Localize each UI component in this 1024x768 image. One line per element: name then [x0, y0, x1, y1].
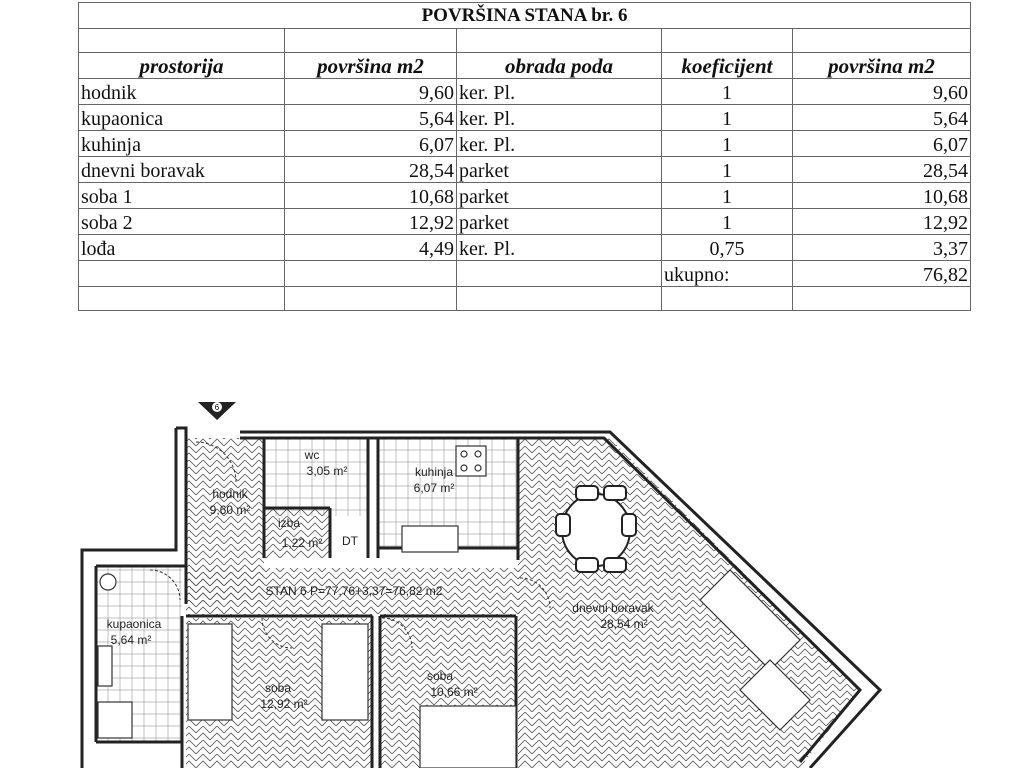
marker-number: 6 [214, 403, 220, 412]
hodnik-area: 9,60 m² [209, 503, 251, 517]
table-row [79, 183, 971, 209]
soba-mid-area: 10,66 m² [430, 685, 478, 699]
total-value: 76,82 [793, 261, 971, 287]
dt-label: DT [342, 534, 358, 548]
room-cell: dnevni boravak [79, 157, 285, 183]
area-table [78, 2, 971, 311]
net-area-cell: 5,64 [793, 105, 971, 131]
soba-left-area: 12,92 m² [260, 697, 308, 711]
apartment-marker [198, 402, 236, 420]
table-total-row [79, 261, 971, 287]
soba-left-name: soba [264, 681, 292, 695]
table-row [79, 209, 971, 235]
net-area-cell: 9,60 [793, 79, 971, 105]
wc-name: wc [304, 448, 320, 462]
area-cell: 9,60 [285, 79, 457, 105]
room-cell: kupaonica [79, 105, 285, 131]
room-cell: soba 2 [79, 209, 285, 235]
net-area-cell: 3,37 [793, 235, 971, 261]
stan-label: STAN 6 P=77,76+3,37=76,82 m2 [265, 584, 443, 598]
area-cell: 5,64 [285, 105, 457, 131]
net-area-cell: 28,54 [793, 157, 971, 183]
hodnik-name: hodnik [212, 487, 248, 501]
table-row [79, 157, 971, 183]
dnevni-floor [518, 438, 860, 768]
coef-cell: 1 [662, 131, 793, 157]
dnevni-name: dnevni boravak [572, 601, 654, 615]
floor-cell: ker. Pl. [457, 235, 662, 261]
coef-cell: 1 [662, 105, 793, 131]
total-label: ukupno: [662, 261, 793, 287]
header-prostorija: prostorija [79, 53, 285, 79]
table-row [79, 105, 971, 131]
header-povrsina-net: površina m2 [793, 53, 971, 79]
kupaonica-name: kupaonica [106, 617, 162, 631]
table-row [79, 131, 971, 157]
room-cell: soba 1 [79, 183, 285, 209]
net-area-cell: 12,92 [793, 209, 971, 235]
floor-cell: ker. Pl. [457, 131, 662, 157]
area-cell: 6,07 [285, 131, 457, 157]
izba-name: izba [277, 516, 301, 530]
header-povrsina: površina m2 [285, 53, 457, 79]
net-area-cell: 10,68 [793, 183, 971, 209]
izba-area: 1,22 m² [281, 536, 323, 550]
dnevni-area: 28,54 m² [600, 617, 648, 631]
room-cell: kuhinja [79, 131, 285, 157]
wc-area: 3,05 m² [306, 464, 348, 478]
floor-cell: ker. Pl. [457, 79, 662, 105]
header-koeficijent: koeficijent [662, 53, 793, 79]
floor-cell: parket [457, 209, 662, 235]
table-title-row [79, 3, 971, 29]
floor-plan [0, 390, 1024, 768]
table-row [79, 79, 971, 105]
soba-mid-name: soba [426, 669, 454, 683]
coef-cell: 1 [662, 183, 793, 209]
coef-cell: 1 [662, 209, 793, 235]
coef-cell: 0,75 [662, 235, 793, 261]
table-title: POVRŠINA STANA br. 6 [79, 3, 971, 29]
area-cell: 28,54 [285, 157, 457, 183]
floor-cell: parket [457, 183, 662, 209]
area-cell: 12,92 [285, 209, 457, 235]
floor-cell: parket [457, 157, 662, 183]
room-cell: hodnik [79, 79, 285, 105]
kuhinja-name: kuhinja [414, 465, 454, 479]
coef-cell: 1 [662, 79, 793, 105]
table-header-row [79, 53, 971, 79]
table-row [79, 235, 971, 261]
room-cell: lođa [79, 235, 285, 261]
coef-cell: 1 [662, 157, 793, 183]
area-cell: 10,68 [285, 183, 457, 209]
table-blank-row [79, 287, 971, 311]
area-cell: 4,49 [285, 235, 457, 261]
net-area-cell: 6,07 [793, 131, 971, 157]
table-blank-row [79, 29, 971, 53]
kupaonica-area: 5,64 m² [110, 633, 152, 647]
floor-cell: ker. Pl. [457, 105, 662, 131]
header-obrada-poda: obrada poda [457, 53, 662, 79]
kuhinja-area: 6,07 m² [413, 481, 455, 495]
